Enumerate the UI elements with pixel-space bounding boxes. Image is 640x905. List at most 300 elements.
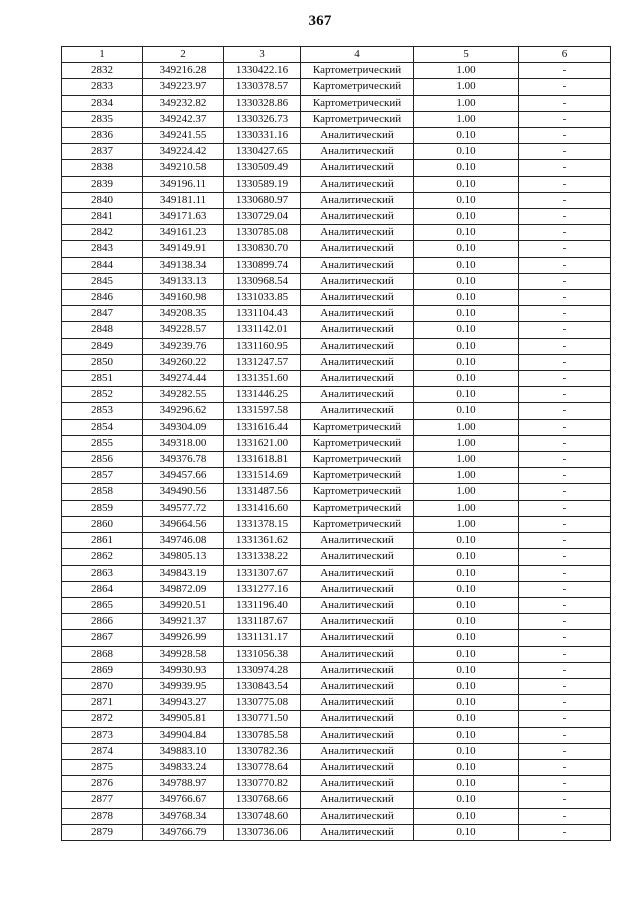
note-cell: - <box>519 403 611 419</box>
point-number-cell: 2879 <box>62 824 143 840</box>
y-coordinate-cell: 1330378.57 <box>224 79 301 95</box>
point-number-cell: 2859 <box>62 500 143 516</box>
point-number-cell: 2842 <box>62 225 143 241</box>
note-cell: - <box>519 808 611 824</box>
method-cell: Аналитический <box>301 160 414 176</box>
y-coordinate-cell: 1331487.56 <box>224 484 301 500</box>
point-number-cell: 2848 <box>62 322 143 338</box>
x-coordinate-cell: 349239.76 <box>143 338 224 354</box>
note-cell: - <box>519 597 611 613</box>
method-cell: Картометрический <box>301 500 414 516</box>
table-row <box>62 597 611 613</box>
method-cell: Аналитический <box>301 338 414 354</box>
y-coordinate-cell: 1331338.22 <box>224 549 301 565</box>
x-coordinate-cell: 349664.56 <box>143 516 224 532</box>
method-cell: Аналитический <box>301 695 414 711</box>
y-coordinate-cell: 1331361.62 <box>224 533 301 549</box>
x-coordinate-cell: 349872.09 <box>143 581 224 597</box>
note-cell: - <box>519 371 611 387</box>
x-coordinate-cell: 349216.28 <box>143 63 224 79</box>
accuracy-cell: 1.00 <box>414 79 519 95</box>
accuracy-cell: 0.10 <box>414 387 519 403</box>
x-coordinate-cell: 349274.44 <box>143 371 224 387</box>
table-row <box>62 338 611 354</box>
accuracy-cell: 0.10 <box>414 176 519 192</box>
point-number-cell: 2860 <box>62 516 143 532</box>
x-coordinate-cell: 349905.81 <box>143 711 224 727</box>
x-coordinate-cell: 349161.23 <box>143 225 224 241</box>
table-row <box>62 468 611 484</box>
method-cell: Аналитический <box>301 565 414 581</box>
table-row <box>62 646 611 662</box>
y-coordinate-cell: 1331416.60 <box>224 500 301 516</box>
y-coordinate-cell: 1330422.16 <box>224 63 301 79</box>
accuracy-cell: 0.10 <box>414 549 519 565</box>
x-coordinate-cell: 349490.56 <box>143 484 224 500</box>
accuracy-cell: 0.10 <box>414 209 519 225</box>
method-cell: Аналитический <box>301 290 414 306</box>
method-cell: Аналитический <box>301 225 414 241</box>
table-row <box>62 727 611 743</box>
accuracy-cell: 1.00 <box>414 500 519 516</box>
table-row <box>62 144 611 160</box>
table-row <box>62 257 611 273</box>
method-cell: Аналитический <box>301 581 414 597</box>
x-coordinate-cell: 349282.55 <box>143 387 224 403</box>
point-number-cell: 2853 <box>62 403 143 419</box>
note-cell: - <box>519 695 611 711</box>
x-coordinate-cell: 349788.97 <box>143 776 224 792</box>
column-header: 5 <box>414 47 519 63</box>
accuracy-cell: 0.10 <box>414 711 519 727</box>
note-cell: - <box>519 759 611 775</box>
y-coordinate-cell: 1330326.73 <box>224 111 301 127</box>
table-row <box>62 241 611 257</box>
note-cell: - <box>519 322 611 338</box>
note-cell: - <box>519 646 611 662</box>
accuracy-cell: 0.10 <box>414 614 519 630</box>
accuracy-cell: 0.10 <box>414 565 519 581</box>
method-cell: Аналитический <box>301 387 414 403</box>
accuracy-cell: 1.00 <box>414 435 519 451</box>
point-number-cell: 2850 <box>62 354 143 370</box>
x-coordinate-cell: 349232.82 <box>143 95 224 111</box>
y-coordinate-cell: 1330509.49 <box>224 160 301 176</box>
method-cell: Аналитический <box>301 630 414 646</box>
y-coordinate-cell: 1330736.06 <box>224 824 301 840</box>
y-coordinate-cell: 1330328.86 <box>224 95 301 111</box>
accuracy-cell: 0.10 <box>414 824 519 840</box>
method-cell: Картометрический <box>301 63 414 79</box>
x-coordinate-cell: 349805.13 <box>143 549 224 565</box>
point-number-cell: 2841 <box>62 209 143 225</box>
y-coordinate-cell: 1331187.67 <box>224 614 301 630</box>
x-coordinate-cell: 349224.42 <box>143 144 224 160</box>
y-coordinate-cell: 1330768.66 <box>224 792 301 808</box>
x-coordinate-cell: 349223.97 <box>143 79 224 95</box>
y-coordinate-cell: 1331621.00 <box>224 435 301 451</box>
y-coordinate-cell: 1331514.69 <box>224 468 301 484</box>
y-coordinate-cell: 1331351.60 <box>224 371 301 387</box>
y-coordinate-cell: 1330729.04 <box>224 209 301 225</box>
table-row <box>62 387 611 403</box>
x-coordinate-cell: 349376.78 <box>143 452 224 468</box>
note-cell: - <box>519 630 611 646</box>
y-coordinate-cell: 1331142.01 <box>224 322 301 338</box>
note-cell: - <box>519 452 611 468</box>
accuracy-cell: 0.10 <box>414 678 519 694</box>
accuracy-cell: 1.00 <box>414 516 519 532</box>
point-number-cell: 2872 <box>62 711 143 727</box>
accuracy-cell: 0.10 <box>414 776 519 792</box>
point-number-cell: 2849 <box>62 338 143 354</box>
method-cell: Аналитический <box>301 403 414 419</box>
method-cell: Аналитический <box>301 306 414 322</box>
method-cell: Аналитический <box>301 192 414 208</box>
x-coordinate-cell: 349457.66 <box>143 468 224 484</box>
y-coordinate-cell: 1330680.97 <box>224 192 301 208</box>
point-number-cell: 2852 <box>62 387 143 403</box>
note-cell: - <box>519 678 611 694</box>
x-coordinate-cell: 349939.95 <box>143 678 224 694</box>
table-row <box>62 565 611 581</box>
note-cell: - <box>519 338 611 354</box>
point-number-cell: 2833 <box>62 79 143 95</box>
table-row <box>62 484 611 500</box>
y-coordinate-cell: 1331597.58 <box>224 403 301 419</box>
table-row <box>62 743 611 759</box>
y-coordinate-cell: 1330843.54 <box>224 678 301 694</box>
point-number-cell: 2855 <box>62 435 143 451</box>
x-coordinate-cell: 349843.19 <box>143 565 224 581</box>
accuracy-cell: 0.10 <box>414 144 519 160</box>
accuracy-cell: 1.00 <box>414 452 519 468</box>
method-cell: Аналитический <box>301 759 414 775</box>
y-coordinate-cell: 1330785.58 <box>224 727 301 743</box>
table-row <box>62 630 611 646</box>
method-cell: Аналитический <box>301 824 414 840</box>
note-cell: - <box>519 273 611 289</box>
x-coordinate-cell: 349920.51 <box>143 597 224 613</box>
y-coordinate-cell: 1330775.08 <box>224 695 301 711</box>
x-coordinate-cell: 349196.11 <box>143 176 224 192</box>
note-cell: - <box>519 484 611 500</box>
table-row <box>62 273 611 289</box>
method-cell: Аналитический <box>301 371 414 387</box>
method-cell: Картометрический <box>301 79 414 95</box>
point-number-cell: 2874 <box>62 743 143 759</box>
method-cell: Аналитический <box>301 354 414 370</box>
accuracy-cell: 0.10 <box>414 792 519 808</box>
note-cell: - <box>519 144 611 160</box>
accuracy-cell: 0.10 <box>414 581 519 597</box>
note-cell: - <box>519 241 611 257</box>
accuracy-cell: 0.10 <box>414 371 519 387</box>
y-coordinate-cell: 1330974.28 <box>224 662 301 678</box>
table-row <box>62 776 611 792</box>
table-row <box>62 500 611 516</box>
accuracy-cell: 1.00 <box>414 95 519 111</box>
y-coordinate-cell: 1331196.40 <box>224 597 301 613</box>
point-number-cell: 2866 <box>62 614 143 630</box>
method-cell: Аналитический <box>301 808 414 824</box>
point-number-cell: 2870 <box>62 678 143 694</box>
y-coordinate-cell: 1331131.17 <box>224 630 301 646</box>
point-number-cell: 2857 <box>62 468 143 484</box>
method-cell: Аналитический <box>301 257 414 273</box>
table-row <box>62 419 611 435</box>
point-number-cell: 2867 <box>62 630 143 646</box>
note-cell: - <box>519 95 611 111</box>
table-row <box>62 176 611 192</box>
note-cell: - <box>519 209 611 225</box>
note-cell: - <box>519 565 611 581</box>
table-row <box>62 614 611 630</box>
method-cell: Аналитический <box>301 662 414 678</box>
point-number-cell: 2877 <box>62 792 143 808</box>
method-cell: Аналитический <box>301 597 414 613</box>
x-coordinate-cell: 349242.37 <box>143 111 224 127</box>
x-coordinate-cell: 349943.27 <box>143 695 224 711</box>
table-row <box>62 808 611 824</box>
accuracy-cell: 1.00 <box>414 63 519 79</box>
accuracy-cell: 0.10 <box>414 338 519 354</box>
point-number-cell: 2854 <box>62 419 143 435</box>
table-row <box>62 678 611 694</box>
accuracy-cell: 0.10 <box>414 597 519 613</box>
point-number-cell: 2836 <box>62 128 143 144</box>
method-cell: Аналитический <box>301 549 414 565</box>
x-coordinate-cell: 349904.84 <box>143 727 224 743</box>
method-cell: Картометрический <box>301 468 414 484</box>
point-number-cell: 2862 <box>62 549 143 565</box>
note-cell: - <box>519 290 611 306</box>
accuracy-cell: 1.00 <box>414 484 519 500</box>
x-coordinate-cell: 349228.57 <box>143 322 224 338</box>
point-number-cell: 2846 <box>62 290 143 306</box>
method-cell: Картометрический <box>301 435 414 451</box>
y-coordinate-cell: 1331247.57 <box>224 354 301 370</box>
table-row <box>62 128 611 144</box>
x-coordinate-cell: 349766.67 <box>143 792 224 808</box>
x-coordinate-cell: 349149.91 <box>143 241 224 257</box>
x-coordinate-cell: 349296.62 <box>143 403 224 419</box>
table-row <box>62 581 611 597</box>
column-header: 1 <box>62 47 143 63</box>
point-number-cell: 2837 <box>62 144 143 160</box>
header-row <box>62 47 611 63</box>
accuracy-cell: 0.10 <box>414 630 519 646</box>
x-coordinate-cell: 349138.34 <box>143 257 224 273</box>
accuracy-cell: 1.00 <box>414 468 519 484</box>
note-cell: - <box>519 225 611 241</box>
table-row <box>62 371 611 387</box>
method-cell: Картометрический <box>301 111 414 127</box>
x-coordinate-cell: 349318.00 <box>143 435 224 451</box>
note-cell: - <box>519 306 611 322</box>
y-coordinate-cell: 1330830.70 <box>224 241 301 257</box>
method-cell: Аналитический <box>301 711 414 727</box>
accuracy-cell: 0.10 <box>414 808 519 824</box>
accuracy-cell: 0.10 <box>414 403 519 419</box>
y-coordinate-cell: 1330968.54 <box>224 273 301 289</box>
point-number-cell: 2873 <box>62 727 143 743</box>
note-cell: - <box>519 468 611 484</box>
table-row <box>62 452 611 468</box>
accuracy-cell: 0.10 <box>414 662 519 678</box>
point-number-cell: 2878 <box>62 808 143 824</box>
method-cell: Картометрический <box>301 484 414 500</box>
column-header: 3 <box>224 47 301 63</box>
y-coordinate-cell: 1330589.19 <box>224 176 301 192</box>
point-number-cell: 2844 <box>62 257 143 273</box>
note-cell: - <box>519 776 611 792</box>
note-cell: - <box>519 160 611 176</box>
point-number-cell: 2834 <box>62 95 143 111</box>
x-coordinate-cell: 349883.10 <box>143 743 224 759</box>
method-cell: Аналитический <box>301 743 414 759</box>
method-cell: Аналитический <box>301 646 414 662</box>
accuracy-cell: 0.10 <box>414 160 519 176</box>
method-cell: Картометрический <box>301 452 414 468</box>
accuracy-cell: 0.10 <box>414 225 519 241</box>
x-coordinate-cell: 349926.99 <box>143 630 224 646</box>
y-coordinate-cell: 1330785.08 <box>224 225 301 241</box>
table-row <box>62 759 611 775</box>
note-cell: - <box>519 792 611 808</box>
note-cell: - <box>519 581 611 597</box>
table-row <box>62 403 611 419</box>
accuracy-cell: 1.00 <box>414 419 519 435</box>
note-cell: - <box>519 387 611 403</box>
point-number-cell: 2876 <box>62 776 143 792</box>
table-row <box>62 354 611 370</box>
note-cell: - <box>519 614 611 630</box>
x-coordinate-cell: 349171.63 <box>143 209 224 225</box>
accuracy-cell: 0.10 <box>414 257 519 273</box>
method-cell: Аналитический <box>301 776 414 792</box>
table-row <box>62 711 611 727</box>
y-coordinate-cell: 1331104.43 <box>224 306 301 322</box>
x-coordinate-cell: 349160.98 <box>143 290 224 306</box>
x-coordinate-cell: 349241.55 <box>143 128 224 144</box>
point-number-cell: 2865 <box>62 597 143 613</box>
point-number-cell: 2832 <box>62 63 143 79</box>
column-header: 2 <box>143 47 224 63</box>
accuracy-cell: 0.10 <box>414 192 519 208</box>
point-number-cell: 2875 <box>62 759 143 775</box>
accuracy-cell: 0.10 <box>414 759 519 775</box>
point-number-cell: 2871 <box>62 695 143 711</box>
table-body <box>62 63 611 841</box>
table-row <box>62 792 611 808</box>
x-coordinate-cell: 349833.24 <box>143 759 224 775</box>
x-coordinate-cell: 349930.93 <box>143 662 224 678</box>
point-number-cell: 2864 <box>62 581 143 597</box>
x-coordinate-cell: 349768.34 <box>143 808 224 824</box>
note-cell: - <box>519 111 611 127</box>
accuracy-cell: 0.10 <box>414 322 519 338</box>
method-cell: Аналитический <box>301 322 414 338</box>
accuracy-cell: 0.10 <box>414 241 519 257</box>
y-coordinate-cell: 1331277.16 <box>224 581 301 597</box>
y-coordinate-cell: 1331307.67 <box>224 565 301 581</box>
accuracy-cell: 0.10 <box>414 306 519 322</box>
point-number-cell: 2839 <box>62 176 143 192</box>
note-cell: - <box>519 743 611 759</box>
y-coordinate-cell: 1330427.65 <box>224 144 301 160</box>
table-row <box>62 549 611 565</box>
method-cell: Аналитический <box>301 128 414 144</box>
table-row <box>62 225 611 241</box>
note-cell: - <box>519 192 611 208</box>
accuracy-cell: 0.10 <box>414 354 519 370</box>
method-cell: Аналитический <box>301 727 414 743</box>
y-coordinate-cell: 1330899.74 <box>224 257 301 273</box>
table-row <box>62 824 611 840</box>
y-coordinate-cell: 1330331.16 <box>224 128 301 144</box>
page-number: 367 <box>308 13 332 29</box>
y-coordinate-cell: 1331378.15 <box>224 516 301 532</box>
point-number-cell: 2843 <box>62 241 143 257</box>
note-cell: - <box>519 662 611 678</box>
point-number-cell: 2868 <box>62 646 143 662</box>
note-cell: - <box>519 128 611 144</box>
method-cell: Аналитический <box>301 176 414 192</box>
column-header: 6 <box>519 47 611 63</box>
method-cell: Картометрический <box>301 419 414 435</box>
method-cell: Картометрический <box>301 516 414 532</box>
accuracy-cell: 0.10 <box>414 695 519 711</box>
x-coordinate-cell: 349746.08 <box>143 533 224 549</box>
table-row <box>62 290 611 306</box>
x-coordinate-cell: 349260.22 <box>143 354 224 370</box>
table-row <box>62 306 611 322</box>
coordinates-table <box>61 46 611 841</box>
note-cell: - <box>519 257 611 273</box>
x-coordinate-cell: 349208.35 <box>143 306 224 322</box>
y-coordinate-cell: 1331160.95 <box>224 338 301 354</box>
point-number-cell: 2863 <box>62 565 143 581</box>
note-cell: - <box>519 727 611 743</box>
accuracy-cell: 0.10 <box>414 646 519 662</box>
method-cell: Аналитический <box>301 144 414 160</box>
point-number-cell: 2840 <box>62 192 143 208</box>
point-number-cell: 2845 <box>62 273 143 289</box>
point-number-cell: 2869 <box>62 662 143 678</box>
note-cell: - <box>519 516 611 532</box>
y-coordinate-cell: 1330782.36 <box>224 743 301 759</box>
method-cell: Аналитический <box>301 792 414 808</box>
x-coordinate-cell: 349304.09 <box>143 419 224 435</box>
note-cell: - <box>519 533 611 549</box>
note-cell: - <box>519 176 611 192</box>
table-row <box>62 322 611 338</box>
note-cell: - <box>519 500 611 516</box>
x-coordinate-cell: 349577.72 <box>143 500 224 516</box>
table-row <box>62 516 611 532</box>
table-row <box>62 435 611 451</box>
method-cell: Аналитический <box>301 241 414 257</box>
x-coordinate-cell: 349210.58 <box>143 160 224 176</box>
x-coordinate-cell: 349928.58 <box>143 646 224 662</box>
table-row <box>62 192 611 208</box>
note-cell: - <box>519 435 611 451</box>
x-coordinate-cell: 349921.37 <box>143 614 224 630</box>
point-number-cell: 2835 <box>62 111 143 127</box>
point-number-cell: 2851 <box>62 371 143 387</box>
point-number-cell: 2847 <box>62 306 143 322</box>
